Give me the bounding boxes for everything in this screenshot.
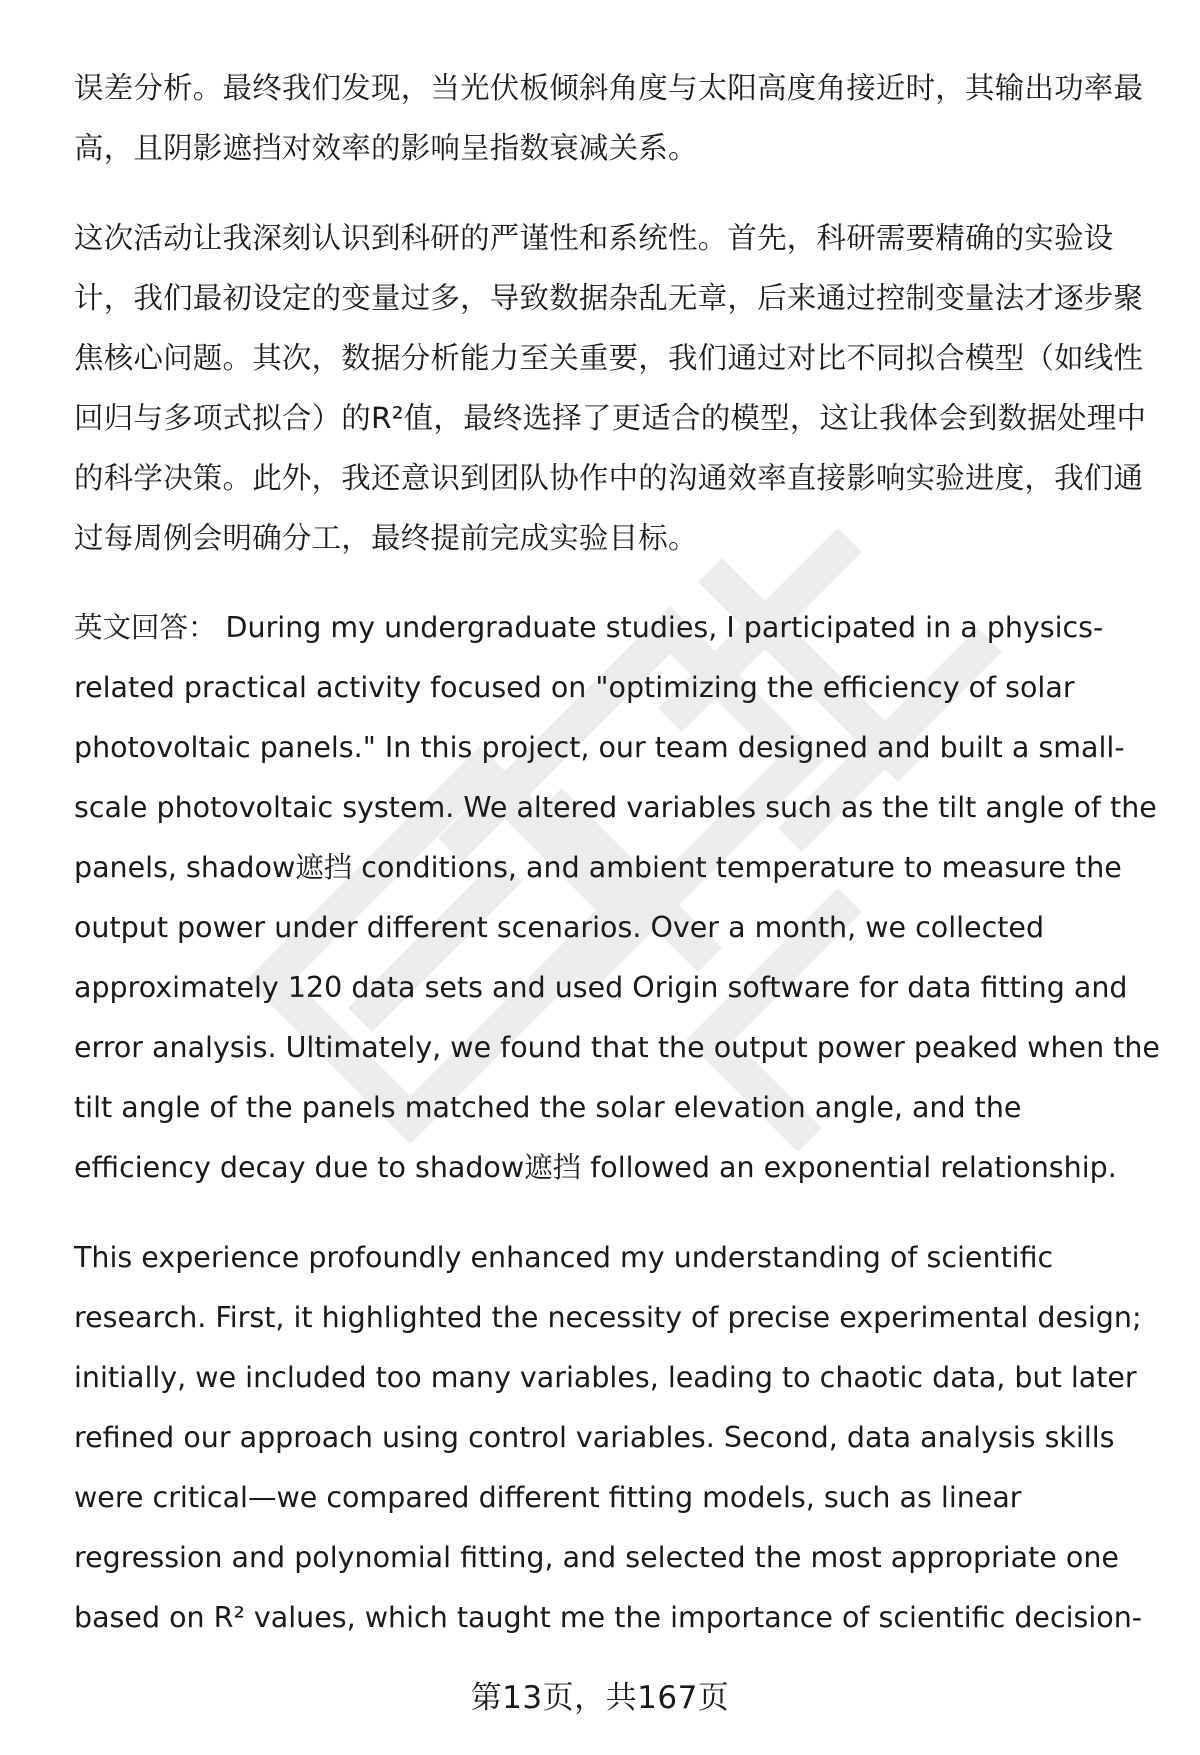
paragraph-en-2: This experience profoundly enhanced my understanding of scientific research. First, it highlighted the necessity of precise experimental design; initially, we included too many variables, leading to chaotic data, but later refined our approach using control variables. Second, data analysis skills were critical—we compared different fitting models, such as linear regression and polynomial fitting, and selected the most appropriate one based on R² values, which taught me the importance of scientific decision- (74, 1241, 1143, 1634)
page-number-footer: 第13页，共167页 (470, 1680, 730, 1716)
paragraph-cn-2: 这次活动让我深刻认识到科研的严谨性和系统性。首先，科研需要精确的实验设计，我们最初设定的变量过多，导致数据杂乱无章，后来通过控制变量法才逐步聚焦核心问题。其次，数据分析能力至关重要，我们通过对比不同拟合模型（如线性回归与多项式拟合）的R²值，最终选择了更适合的模型，这让我体会到数据处理中的科学决策。此外，我还意识到团队协作中的沟通效率直接影响实验进度，我们通过每周例会明确分工，最终提前完成实验目标。 (74, 221, 1147, 555)
document-body (74, 58, 1164, 1648)
paragraph-en-1: 英文回答： During my undergraduate studies, I participated in a physics-related practical activity focused on "optimizing the efficiency of solar photovoltaic panels." In this project, our team designed and built a small-scale photovoltaic system. We altered variables such as the tilt angle of the panels, shadow遮挡 conditions, and ambient temperature to measure the output power under different scenarios. Over a month, we collected approximately 120 data sets and used Origin software for data fitting and error analysis. Ultimately, we found that the output power peaked when the tilt angle of the panels matched the solar elevation angle, and the efficiency decay due to shadow遮挡 followed an exponential relationship. (74, 611, 1160, 1184)
paragraph-cn-1: 误差分析。最终我们发现，当光伏板倾斜角度与太阳高度角接近时，其输出功率最高，且阴影遮挡对效率的影响呈指数衰减关系。 (74, 71, 1144, 165)
